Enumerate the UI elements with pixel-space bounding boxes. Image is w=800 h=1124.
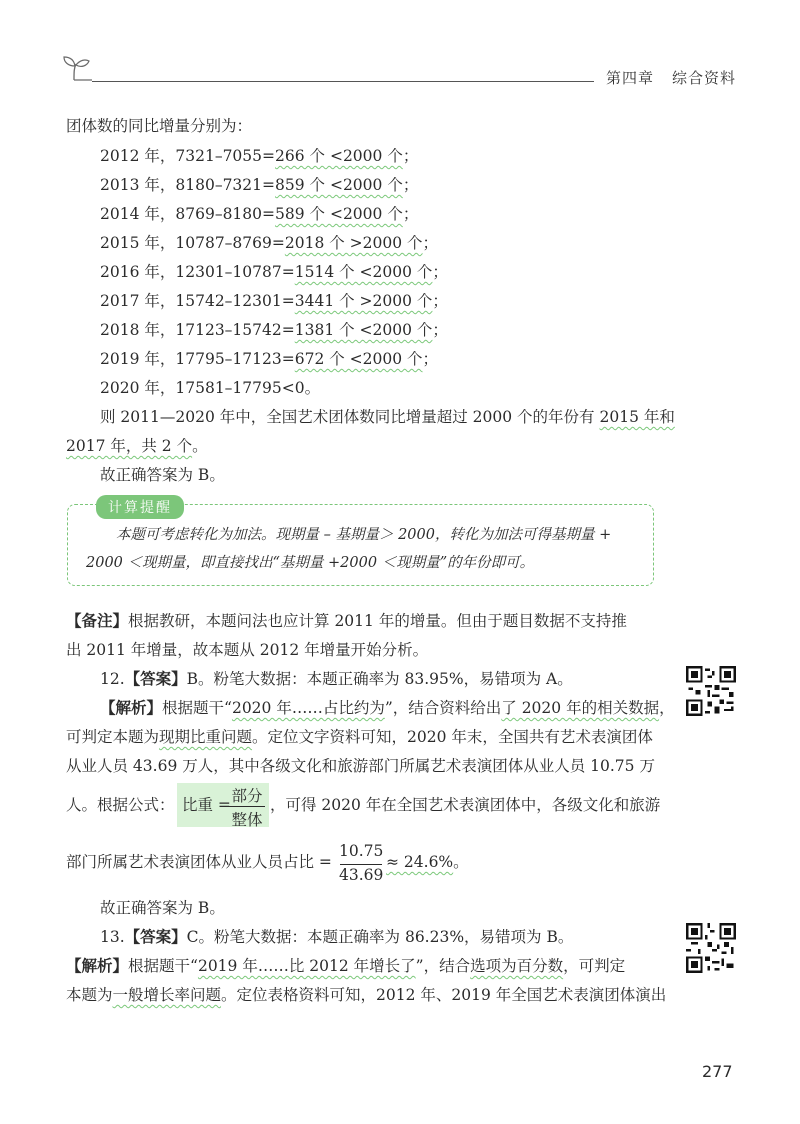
year-line: 2019 年，17795–17123=672 个 <2000 个； <box>100 350 439 368</box>
page-number: 277 <box>702 1062 733 1081</box>
q12-final-answer: 故正确答案为 B。 <box>100 899 225 917</box>
calc-numerator: 10.75 <box>339 842 384 860</box>
q12-analysis-line-5-pre: 部门所属艺术表演团体从业人员占比 = <box>66 853 332 871</box>
conclusion-line-1: 则 2011—2020 年中，全国艺术团体数同比增量超过 2000 个的年份有 2015 年和 <box>100 408 675 426</box>
tip-text-line-2: 2000 ＜现期量，即直接找出“基期量 +2000 ＜现期量”的年份即可。 <box>86 555 535 571</box>
q12-analysis-line-2: 可判定本题为现期比重问题。定位文字资料可知，2020 年末，全国共有艺术表演团体 <box>66 728 653 746</box>
note-line-1: 【备注】根据教研，本题问法也应计算 2011 年的增量。但由于题目数据不支持推 <box>66 611 627 630</box>
year-line: 2017 年，15742–12301=3441 个 >2000 个； <box>100 292 448 310</box>
answer-line: 故正确答案为 B。 <box>100 466 225 484</box>
q13-analysis-line-1: 【解析】根据题干“2019 年……比 2012 年增长了”，结合选项为百分数，可判定 <box>66 956 626 975</box>
q12-analysis-line-3: 从业人员 43.69 万人，其中各级文化和旅游部门所属艺术表演团体从业人员 10.75 万 <box>66 757 655 775</box>
qr-code-icon[interactable] <box>686 666 736 716</box>
note-line-2: 出 2011 年增量，故本题从 2012 年增量开始分析。 <box>66 641 429 659</box>
fraction-bar <box>229 806 265 807</box>
chapter-title: 综合资料 <box>672 69 737 87</box>
tip-text-line-1: 本题可考虑转化为加法。现期量 – 基期量＞ 2000，转化为加法可得基期量 + <box>116 527 612 543</box>
chapter-heading <box>606 67 736 88</box>
note-tag: 【备注】 <box>66 611 129 630</box>
formula-lhs: 比重 = <box>182 796 231 814</box>
year-line: 2016 年，12301–10787=1514 个 <2000 个； <box>100 263 448 281</box>
formula-numerator: 部分 <box>231 787 263 805</box>
q12-analysis-line-4-post: ，可得 2020 年在全国艺术表演团体中，各级文化和旅游 <box>270 796 661 814</box>
q12-analysis-line-4-pre: 人。根据公式： <box>66 796 175 814</box>
q13-answer-line: 13.【答案】C。粉笔大数据：本题正确率为 86.23%，易错项为 B。 <box>100 927 574 946</box>
q12-analysis-line-1: 【解析】根据题干“2020 年……占比约为”，结合资料给出了 2020 年的相关数据， <box>100 698 675 717</box>
year-line: 2020 年，17581–17795<0。 <box>100 379 321 397</box>
conclusion-line-2: 2017 年，共 2 个。 <box>66 437 208 455</box>
calculation-tip-label: 计算提醒 <box>96 495 184 519</box>
year-line: 2018 年，17123–15742=1381 个 <2000 个； <box>100 321 448 339</box>
year-line: 2015 年，10787–8769=2018 个 >2000 个； <box>100 234 439 252</box>
year-line: 2013 年，8180–7321=859 个 <2000 个； <box>100 176 419 194</box>
q12-answer-line: 12.【答案】B。粉笔大数据：本题正确率为 83.95%，易错项为 A。 <box>100 669 573 688</box>
chapter-number: 第四章 <box>606 69 655 87</box>
calc-result: ≈ 24.6%。 <box>386 853 469 871</box>
qr-code-icon[interactable] <box>686 923 736 973</box>
year-line: 2012 年，7321–7055=266 个 <2000 个； <box>100 147 419 165</box>
formula-denominator: 整体 <box>231 811 263 829</box>
q13-analysis-line-2: 本题为一般增长率问题。定位表格资料可知，2012 年、2019 年全国艺术表演团体演出 <box>66 986 667 1004</box>
intro-text: 团体数的同比增量分别为： <box>66 117 253 135</box>
sprout-leaf-icon <box>60 54 92 82</box>
year-line: 2014 年，8769–8180=589 个 <2000 个； <box>100 205 419 223</box>
header-rule <box>92 81 594 82</box>
fraction-bar <box>340 864 382 865</box>
calc-denominator: 43.69 <box>339 866 384 884</box>
